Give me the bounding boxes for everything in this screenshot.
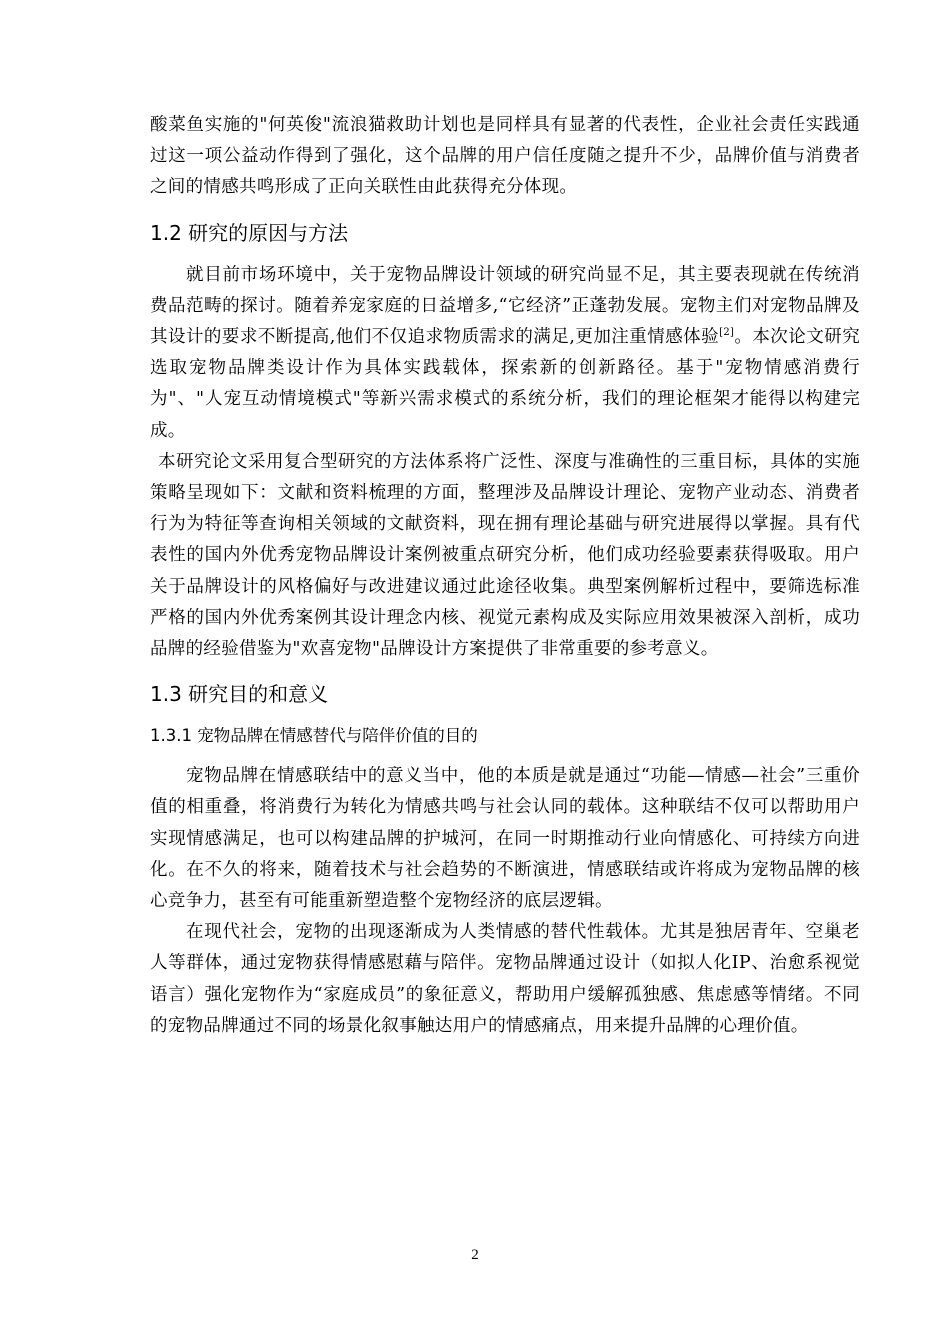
- paragraph-1-2-a: [150, 260, 860, 447]
- paragraph-1-2-a-text-cont: 。本次论文研究选取宠物品牌类设计作为具体实践载体，探索新的创新路径。基于"宠物情感消费行为"、"人宠互动情境模式"等新兴需求模式的系统分析，我们的理论框架才能得以构建完成。: [150, 327, 860, 441]
- section-heading-1-3: 1.3 研究目的和意义: [150, 682, 329, 707]
- intro-paragraph: 酸菜鱼实施的"何英俊"流浪猫救助计划也是同样具有显著的代表性，企业社会责任实践通过这一项公益动作得到了强化，这个品牌的用户信任度随之提升不少，品牌价值与消费者之间的情感共鸣形成了正向关联性由此获得充分体现。: [150, 115, 860, 198]
- paragraph-1-3-a: 宠物品牌在情感联结中的意义当中，他的本质是就是通过“功能—情感—社会”三重价值的相重叠，将消费行为转化为情感共鸣与社会认同的载体。这种联结不仅可以帮助用户实现情感满足，也可以构建品牌的护城河，在同一时期推动行业向情感化、可持续方向进化。在不久的将来，随着技术与社会趋势的不断演进，情感联结或许将成为宠物品牌的核心竞争力，甚至有可能重新塑造整个宠物经济的底层逻辑。: [150, 766, 860, 912]
- citation-2: [2]: [719, 327, 735, 339]
- paragraph-1-2-b: 本研究论文采用复合型研究的方法体系将广泛性、深度与准确性的三重目标，具体的实施策略呈现如下：文献和资料梳理的方面，整理涉及品牌设计理论、宠物产业动态、消费者行为为特征等查询相关领域的文献资料，现在拥有理论基础与研究进展得以掌握。具有代表性的国内外优秀宠物品牌设计案例被重点研究分析，他们成功经验要素获得吸取。用户关于品牌设计的风格偏好与改进建议通过此途径收集。典型案例解析过程中，要筛选标准严格的国内外优秀案例其设计理念内核、视觉元素构成及实际应用效果被深入剖析，成功品牌的经验借鉴为"欢喜宠物"品牌设计方案提供了非常重要的参考意义。: [150, 451, 860, 660]
- subsection-heading-1-3-1: 1.3.1 宠物品牌在情感替代与陪伴价值的目的: [150, 726, 478, 746]
- paragraph-1-3-b: 在现代社会，宠物的出现逐渐成为人类情感的替代性载体。尤其是独居青年、空巢老人等群体，通过宠物获得情感慰藉与陪伴。宠物品牌通过设计（如拟人化IP、治愈系视觉语言）强化宠物作为“家庭成员”的象征意义，帮助用户缓解孤独感、焦虑感等情绪。不同的宠物品牌通过不同的场景化叙事触达用户的情感痛点，用来提升品牌的心理价值。: [150, 922, 860, 1036]
- paragraph-1-2-a-text: 就目前市场环境中，关于宠物品牌设计领域的研究尚显不足，其主要表现就在传统消费品范畴的探讨。随着养宠家庭的日益增多,“它经济”正蓬勃发展。宠物主们对宠物品牌及其设计的要求不断提高,他们不仅追求物质需求的满足,更加注重情感体验: [150, 264, 860, 348]
- document-page: [150, 110, 860, 1042]
- page-number: 2: [471, 1247, 479, 1263]
- section-heading-1-2: 1.2 研究的原因与方法: [150, 220, 349, 245]
